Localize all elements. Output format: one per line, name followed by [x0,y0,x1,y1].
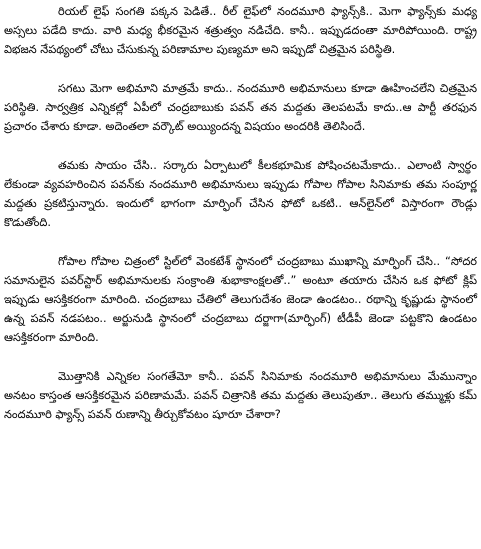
article-paragraph: రియల్ లైఫ్ సంగతి పక్కన పెడితే.. రీల్ లైఫ్‌లో నందమూరి ఫ్యాన్స్‌కి.. మెగా ఫ్యాన్స్‌కు మధ్య అస్సలు పడేది కాదు. వారి మధ్య భీకరమైన శత్రుత్వం నడిచేది. కానీ.. ఇప్పుడదంతా మారిపోయింది. రాష్ట్ర విభజన నేపథ్యంలో చోటు చేసుకున్న పరిణామాల పుణ్యమా అని ఇప్పుడో చిత్రమైన పరిస్థితి. [4,5,477,57]
article-paragraph: గోపాల గోపాల చిత్రంలో స్టిల్‌లో వెంకటేశ్ స్థానంలో చంద్రబాబు ముఖాన్ని మార్ఫింగ్ చేసి.. “సోదర సమానులైన పవర్‌స్టార్ అభిమానులకు సంక్రాంతి శుభాకాంక్షలతో..” అంటూ తయారు చేసిన ఒక ఫోటో క్లిప్ ఇప్పుడు ఆసక్తికరంగా మారింది. చంద్రబాబు చేతిలో తెలుగుదేశం జెండా ఉండటం.. రథాన్ని కృష్ణుడు స్థానంలో ఉన్న పవన్ నడపటం.. అర్జునుడి స్థానంలో చంద్రబాబు దర్జాగా(మార్ఫింగ్) టీడీపీ జెండా పట్టకొని ఉండటం ఆసక్తికరంగా మారింది. [4,254,477,345]
article-paragraph: మొత్తానికి ఎన్నికల సంగతేమో కానీ.. పవన్ సినిమాకు నందమూరి అభిమానులు మేమున్నాం అనటం కాస్తంత ఆసక్తికరమైన పరిణామమే. పవన్ చిత్రానికి తమ మద్దతు తెలుపుతూ.. తెలుగు తమ్ముళ్లు కమ్ నందమూరి ఫ్యాన్స్ పవన్ రుణాన్ని తీర్చుకోవటం షూరూ చేశారా? [4,369,477,421]
article-paragraph: సగటు మెగా అభిమాని మాత్రమే కాదు.. నందమూరి అభిమానులు కూడా ఊహించలేని చిత్రమైన పరిస్థితి. సార్వత్రిక ఎన్నికల్లో ఏపీలో చంద్రబాబుకు పవన్ తన మద్దతు తెలపటమే కాదు..ఆ పార్టీ తరఫున ప్రచారం చేశారు కూడా. అదెంతలా వర్కౌట్ అయ్యిందన్న విషయం అందరికి తెలిసిందే. [4,81,477,134]
article-paragraph: తమకు సాయం చేసి.. సర్కారు ఏర్పాటులో కీలకభూమిక పోషించటమేకాదు.. ఎలాంటి స్వార్థం లేకుండా వ్యవహరించిన పవన్‌కు నందమూరి అభిమానులు ఇప్పుడు గోపాల గోపాల సినిమాకు తమ సంపూర్ణ మద్దతు ప్రకటిస్తున్నారు. ఇందులో భాగంగా మార్ఫింగ్ చేసిన ఫోటో ఒకటి.. ఆన్‌లైన్‌లో విస్తారంగా రౌండ్లు కొడుతోంది. [4,158,477,230]
